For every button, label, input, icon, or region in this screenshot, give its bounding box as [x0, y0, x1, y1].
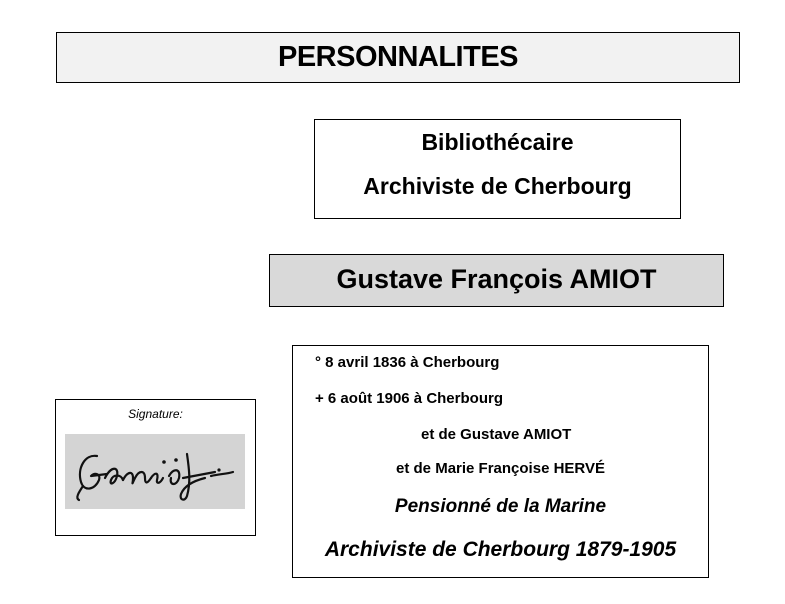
- biography-box: [292, 345, 709, 578]
- birth-line: ° 8 avril 1836 à Cherbourg: [315, 354, 500, 371]
- role-line-librarian: Bibliothécaire: [421, 129, 574, 155]
- occupation-line: Pensionné de la Marine: [394, 496, 607, 517]
- death-line: + 6 août 1906 à Cherbourg: [315, 390, 503, 407]
- father-line: et de Gustave AMIOT: [421, 426, 572, 443]
- signature-image: [65, 434, 245, 509]
- mother-line: et de Marie Françoise HERVÉ: [396, 460, 605, 477]
- role-line-archivist: Archiviste de Cherbourg: [363, 173, 632, 199]
- title-banner: [56, 32, 740, 83]
- handwritten-signature-icon: [65, 434, 245, 509]
- signature-box: [55, 399, 256, 536]
- role-box: [314, 119, 681, 219]
- person-name-banner: [269, 254, 724, 307]
- page-title: PERSONNALITES: [277, 41, 519, 73]
- position-line: Archiviste de Cherbourg 1879-1905: [324, 538, 677, 561]
- person-name: Gustave François AMIOT: [336, 264, 657, 294]
- signature-caption: Signature:: [128, 407, 183, 421]
